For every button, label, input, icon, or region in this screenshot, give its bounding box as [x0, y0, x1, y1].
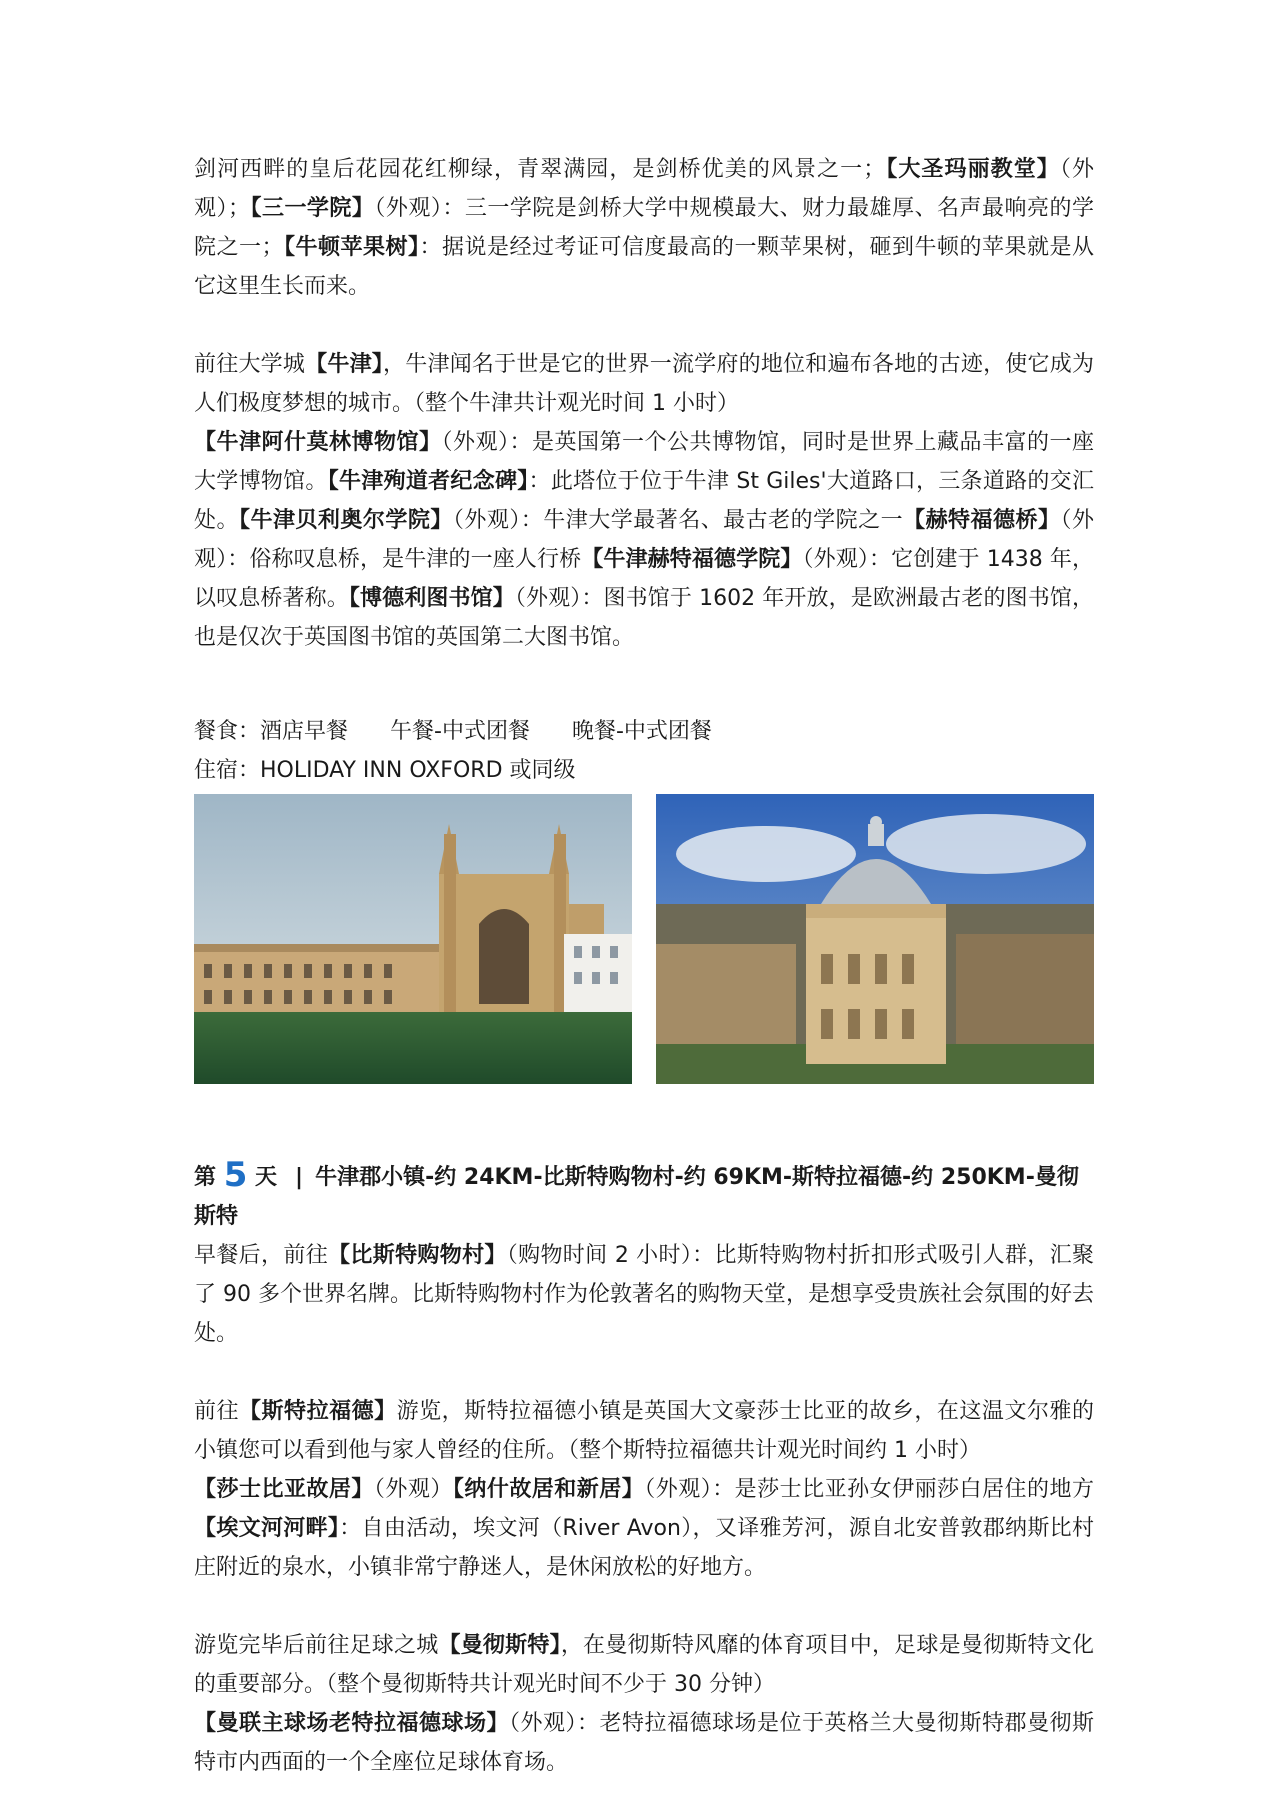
day-suffix: 天: [255, 1165, 278, 1190]
radcliffe-camera-photo: [656, 794, 1094, 1084]
text: （外观）：它创建于 1438 年，以叹息桥著称。: [194, 547, 1094, 611]
sight-name: 【曼彻斯特】: [438, 1633, 561, 1658]
text: ，牛津闻名于世是它的世界一流学府的地位和遍布各地的古迹，使它成为人们极度梦想的城市。（整个牛津共计观光时间 1 小时）: [194, 352, 1094, 416]
paragraph-old-trafford: [194, 1704, 1094, 1782]
text: （购物时间 2 小时）：比斯特购物村折扣形式吸引人群，汇聚了 90 多个世界名牌。比斯特购物村作为伦敦著名的购物天堂，是想享受贵族社会氛围的好去处。: [194, 1243, 1094, 1346]
photo-row: [194, 794, 1094, 1084]
sight-name: 【牛顿苹果树】: [283, 235, 420, 260]
sight-name: 【曼联主球场老特拉福德球场】: [194, 1711, 509, 1736]
sight-name: 【斯特拉福德】: [239, 1399, 397, 1424]
sight-name: 【比斯特购物村】: [328, 1243, 507, 1268]
sight-name: 【牛津】: [305, 352, 384, 377]
paragraph-oxford-intro: [194, 345, 1094, 423]
meals-line: [194, 712, 1094, 751]
paragraph-stratford-sights: [194, 1470, 1094, 1587]
kings-college-photo: [194, 794, 632, 1084]
paragraph-manchester: [194, 1626, 1094, 1704]
sight-name: 【纳什故居和新居】: [452, 1477, 645, 1502]
day-separator: |: [295, 1165, 304, 1190]
paragraph-oxford-sights: [194, 423, 1094, 657]
text: （外观）：老特拉福德球场是位于英格兰大曼彻斯特郡曼彻斯特市内西面的一个全座位足球体育场。: [194, 1711, 1094, 1775]
sight-name: 【牛津阿什莫林博物馆】: [194, 430, 442, 455]
paragraph-cambridge-sights: [194, 150, 1094, 306]
sight-name: 【莎士比亚故居】: [194, 1477, 374, 1502]
meal-breakfast: 餐食：酒店早餐: [194, 719, 349, 744]
text: ：据说是经过考证可信度最高的一颗苹果树，砸到牛顿的苹果就是从它这里生长而来。: [194, 235, 1094, 299]
text: ：此塔位于位于牛津 St Giles'大道路口，三条道路的交汇处。: [194, 469, 1094, 533]
text: 前往大学城: [194, 352, 306, 377]
text: （外观）；: [194, 157, 1094, 221]
sight-name: 【牛津贝利奥尔学院】: [238, 508, 453, 533]
meal-lunch: 午餐-中式团餐: [390, 719, 530, 744]
sight-name: 【牛津赫特福德学院】: [581, 547, 803, 572]
text: 前往: [194, 1399, 240, 1424]
sight-name: 【博德利图书馆】: [348, 586, 515, 611]
day-number: 5: [223, 1155, 248, 1195]
sight-name: 【牛津殉道者纪念碑】: [327, 469, 529, 494]
text: （外观）：牛津大学最著名、最古老的学院之一: [452, 508, 904, 533]
lodging-line: 住宿：HOLIDAY INN OXFORD 或同级: [194, 758, 576, 783]
text: 剑河西畔的皇后花园花红柳绿，青翠满园，是剑桥优美的风景之一；: [194, 157, 886, 182]
day-heading: [194, 1156, 1094, 1236]
paragraph-stratford: [194, 1392, 1094, 1470]
itinerary-page: [194, 150, 1094, 1782]
text: （外观）：图书馆于 1602 年开放，是欧洲最古老的图书馆，也是仅次于英国图书馆的英国第二大图书馆。: [194, 586, 1094, 650]
text: （外观）: [373, 1477, 453, 1502]
meal-dinner: 晚餐-中式团餐: [571, 719, 712, 744]
text: （外观）：俗称叹息桥，是牛津的一座人行桥: [194, 508, 1094, 572]
text: ，在曼彻斯特风靡的体育项目中，足球是曼彻斯特文化的重要部分。（整个曼彻斯特共计观光时间不少于 30 分钟）: [194, 1633, 1094, 1697]
sight-name: 【大圣玛丽教堂】: [885, 157, 1060, 182]
text: 游览，斯特拉福德小镇是英国大文豪莎士比亚的故乡，在这温文尔雅的小镇您可以看到他与家人曾经的住所。（整个斯特拉福德共计观光时间约 1 小时）: [194, 1399, 1094, 1463]
text: 早餐后，前往: [194, 1243, 329, 1268]
text: ：自由活动，埃文河（River Avon），又译雅芳河，源自北安普敦郡纳斯比村庄附近的泉水，小镇非常宁静迷人，是休闲放松的好地方。: [194, 1516, 1094, 1580]
sight-name: 【埃文河河畔】: [194, 1516, 340, 1541]
day-prefix: 第: [194, 1165, 217, 1190]
text: （外观）：三一学院是剑桥大学中规模最大、财力最雄厚、名声最响亮的学院之一；: [194, 196, 1094, 260]
text: （外观）：是英国第一个公共博物馆，同时是世界上藏品丰富的一座大学博物馆。: [194, 430, 1094, 494]
sight-name: 【赫特福德桥】: [903, 508, 1061, 533]
sight-name: 【三一学院】: [249, 196, 375, 221]
paragraph-bicester: [194, 1236, 1094, 1353]
day-route: 牛津郡小镇-约 24KM-比斯特购物村-约 69KM-斯特拉福德-约 250KM-曼彻斯特: [194, 1165, 1079, 1229]
text: （外观）：是莎士比亚孙女伊丽莎白居住的地方: [644, 1477, 1094, 1502]
text: 游览完毕后前往足球之城: [194, 1633, 439, 1658]
